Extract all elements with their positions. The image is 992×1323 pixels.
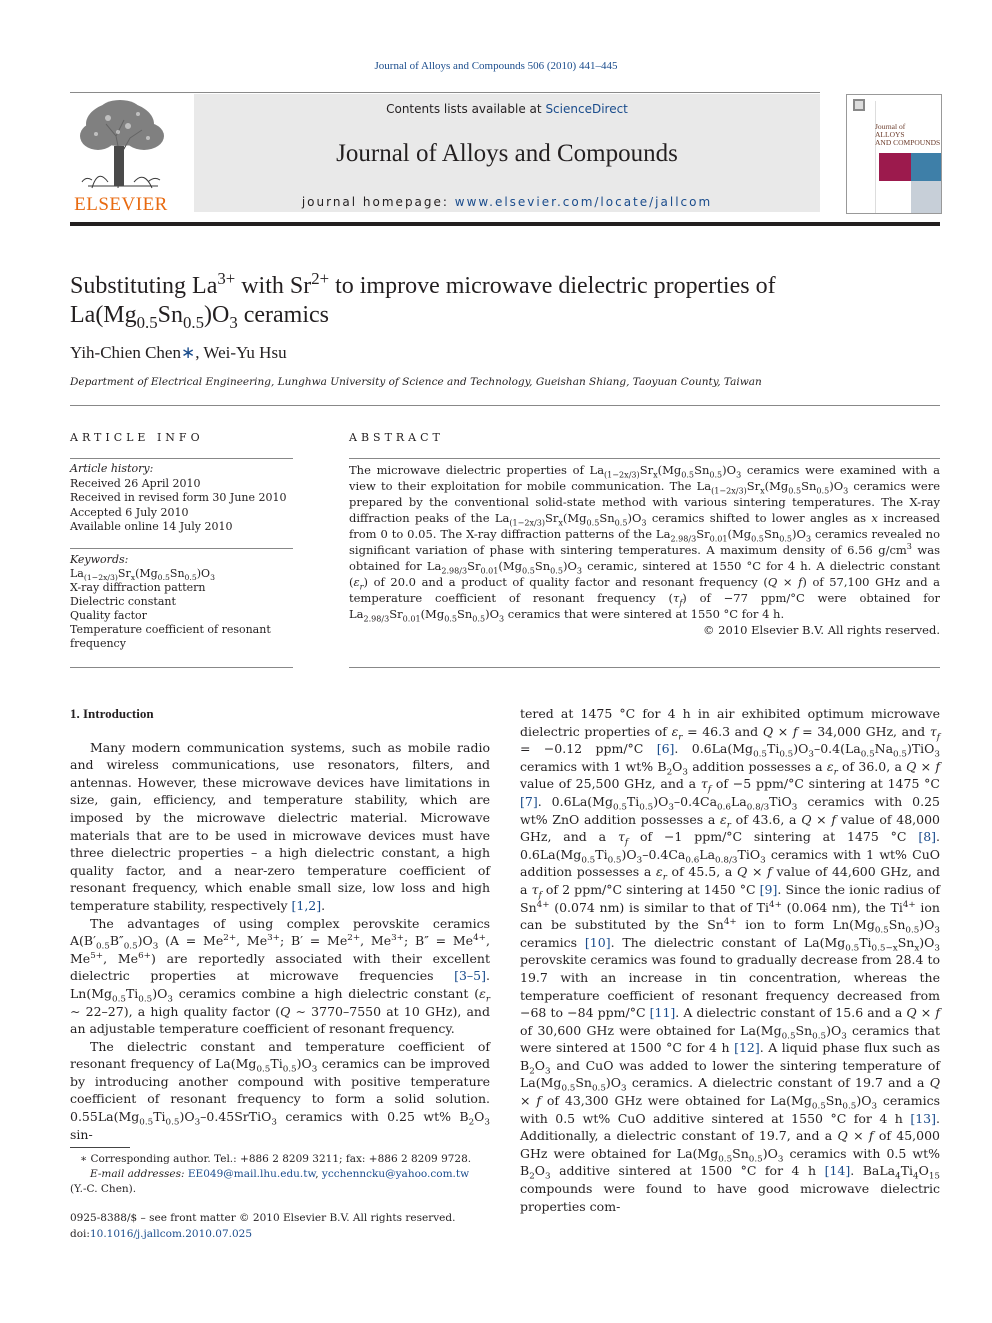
keywords-label: Keywords: xyxy=(70,553,129,566)
body-paragraph: The dielectric constant and temperature coefficient of resonant frequency of $La(Mg_{0.5}Ti_{0.5})O_3$ ceramics can be improved by introducing another compound with positive temperature coefficient of resonant frequency to form a solid solution. $0.55La(Mg_{0.5}Ti_{0.5})O_3-0.45SrTiO_3$ ceramics with 0.25 wt% $B_2O_3$ sin- xyxy=(70,1038,490,1142)
title-text: ceramics xyxy=(237,302,329,328)
footnote xyxy=(70,1152,490,1197)
title-superscript: 2+ xyxy=(311,269,330,288)
elsevier-wordmark: ELSEVIER xyxy=(74,194,168,215)
divider xyxy=(70,405,940,406)
history-item: Received in revised form 30 June 2010 xyxy=(70,491,287,504)
abstract-copyright: © 2010 Elsevier B.V. All rights reserved. xyxy=(703,623,940,637)
body-column-left xyxy=(70,705,490,1143)
cover-blue-block xyxy=(911,153,941,181)
homepage-prefix: journal homepage: xyxy=(301,195,455,209)
keyword-item: Quality factor xyxy=(70,609,147,622)
tree-icon xyxy=(68,96,174,192)
history-label: Article history: xyxy=(70,462,154,475)
cover-left-strip xyxy=(847,101,876,213)
keyword-item: Temperature coefficient of resonant frequency xyxy=(70,623,271,650)
divider xyxy=(70,667,293,668)
citation-link[interactable]: Journal of Alloys and Compounds 506 (2010) 441–445 xyxy=(374,60,618,72)
email-label: E-mail addresses: xyxy=(90,1168,188,1180)
divider xyxy=(70,458,293,459)
author-list xyxy=(70,343,287,363)
corresponding-author-note: ∗ Corresponding author. Tel.: +886 2 8209 3211; fax: +886 2 8209 9728. xyxy=(80,1153,472,1165)
keyword-item: Dielectric constant xyxy=(70,595,176,608)
abstract-body: The microwave dielectric properties of $La_{(1-2x/3)}Sr_x(Mg_{0.5}Sn_{0.5})O_3$ ceramics were examined with a view to their exploitation for mobile communication. The $La_{(1-2x/3)}Sr_x(Mg_{0.5}Sn_{0.5})O_3$ ceramics were prepared by the conventional solid-state method with various sintering temperatures. The X-ray diffraction peaks of the $La_{(1-2x/3)}Sr_x(Mg_{0.5}Sn_{0.5})O_3$ ceramics shifted to lower angles as x increased from 0 to 0.05. The X-ray diffraction patterns of the $La_{2.98/3}Sr_{0.01}(Mg_{0.5}Sn_{0.5})O_3$ ceramics revealed no significant variation of phase with sintering temperatures. A maximum density of 6.56 $g/cm^3$ was obtained for $La_{2.98/3}Sr_{0.01}(Mg_{0.5}Sn_{0.5})O_3$ ceramic, sintered at 1550 °C for 4 h. A dielectric constant $(\varepsilon_r)$ of 20.0 and a product of quality factor and resonant frequency (Q × f) of 57,100 GHz and a temperature coefficient of resonant frequency $(\tau_f)$ of −77 ppm/°C were obtained for $La_{2.98/3}Sr_{0.01}(Mg_{0.5}Sn_{0.5})O_3$ ceramics that were sintered at 1550 °C for 4 h. xyxy=(349,463,941,624)
author-name: Yih-Chien Chen xyxy=(70,343,181,362)
title-text: with Sr xyxy=(235,273,312,299)
cover-title: Journal of ALLOYS AND COMPOUNDS xyxy=(875,122,941,147)
title-text: )O xyxy=(203,302,230,328)
history-item: Available online 14 July 2010 xyxy=(70,520,233,533)
article-history xyxy=(70,462,293,535)
body-paragraph: Many modern communication systems, such as mobile radio and wireless communications, use resonators, filters, and antennas. However, these microwave devices have limitations in size, gain, efficiency, and temperature stability, which are imposed by the microwave dielectric material. Microwave materials that are to be used in microwave devices must have three dielectric properties – a high dielectric constant, a high quality factor, and a near-zero temperature coefficient of resonant frequency, which enable small size, low loss and high temperature stability, respectively [1,2]. xyxy=(70,739,490,913)
email-link[interactable]: ycchenncku@yahoo.com.tw xyxy=(321,1168,470,1180)
keywords-block xyxy=(70,553,293,651)
abstract-heading: ABSTRACT xyxy=(349,431,444,444)
cover-logo-icon xyxy=(853,99,865,111)
title-text: to improve microwave dielectric properties of xyxy=(329,273,776,299)
homepage-link[interactable]: www.elsevier.com/locate/jallcom xyxy=(454,195,713,209)
contents-available-line xyxy=(194,102,820,116)
keyword-item: $La_{(1-2x/3)}Sr_x(Mg_{0.5}Sn_{0.5})O_3$ xyxy=(70,567,215,583)
footnote-rule xyxy=(70,1147,130,1148)
body-paragraph: tered at 1475 °C for 4 h in air exhibited optimum microwave dielectric properties of $\varepsilon_r = 46.3$ and Q × f = 34,000 GHz, and $\tau_f = -0.12$ ppm/°C [6]. $0.6La(Mg_{0.5}Ti_{0.5})O_3-0.4(La_{0.5}Na_{0.5})TiO_3$ ceramics with 1 wt% $B_2O_3$ addition possesses a $\varepsilon_r$ of 36.0, a Q × f value of 25,500 GHz, and a $\tau_f$ of −5 ppm/°C sintering at 1475 °C [7]. $0.6La(Mg_{0.5}Ti_{0.5})O_3-0.4Ca_{0.6}La_{0.8/3}TiO_3$ ceramics with 0.25 wt% ZnO addition possesses a $\varepsilon_r$ of 43.6, a Q × f value of 48,000 GHz, and a $\tau_f$ of −1 ppm/°C sintering at 1475 °C [8]. $0.6La(Mg_{0.5}Ti_{0.5})O_3-0.4Ca_{0.6}La_{0.8/3}TiO_3$ ceramics with 1 wt% CuO addition possesses a $\varepsilon_r$ of 45.5, a Q × f value of 44,600 GHz, and a $\tau_f$ of 2 ppm/°C sintering at 1450 °C [9]. Since the ionic radius of $Sn^{4+}$ (0.074 nm) is similar to that of $Ti^{4+}$ (0.064 nm), the $Ti^{4+}$ ion can be substituted by the $Sn^{4+}$ ion to form $Ln(Mg_{0.5}Sn_{0.5})O_3$ ceramics [10]. The dielectric constant of $La(Mg_{0.5}Ti_{0.5-x}Sn_x)O_3$ perovskite ceramics was found to gradually decrease from 28.4 to 19.7 with an increase in tin concentration, whereas the temperature coefficient of resonant frequency decreased from −68 to −84 ppm/°C [11]. A dielectric constant of 15.6 and a Q × f of 30,600 GHz were obtained for $La(Mg_{0.5}Sn_{0.5})O_3$ ceramics that were sintered at 1500 °C for 4 h [12]. A liquid phase flux such as $B_2O_3$ and CuO was added to lower the sintering temperature of $La(Mg_{0.5}Sn_{0.5})O_3$ ceramics. A dielectric constant of 19.7 and a Q × f of 43,300 GHz were obtained for $La(Mg_{0.5}Sn_{0.5})O_3$ ceramics with 0.5 wt% CuO additive sintered at 1550 °C for 4 h [13]. Additionally, a dielectric constant of 19.7, and a Q × f of 45,000 GHz were obtained for $La(Mg_{0.5}Sn_{0.5})O_3$ ceramics with 0.5 wt% $B_2O_3$ additive sintered at 1500 °C for 4 h [14]. $BaLa_4Ti_4O_{15}$ compounds were found to have good microwave dielectric properties com- xyxy=(520,706,941,1214)
article-title xyxy=(70,269,930,332)
divider xyxy=(349,667,940,668)
title-text: La(Mg xyxy=(70,302,137,328)
cover-pink-block xyxy=(879,153,911,181)
email-link[interactable]: EE049@mail.lhu.edu.tw xyxy=(187,1168,316,1180)
corresponding-author-mark[interactable]: ∗ xyxy=(180,343,196,362)
history-item: Received 26 April 2010 xyxy=(70,476,201,490)
author-separator: , xyxy=(195,343,204,362)
author-name: Wei-Yu Hsu xyxy=(203,343,287,362)
body-paragraph: The advantages of using complex perovskite ceramics $A(B'_{0.5}B''_{0.5})O_3$ ($A = Me^{2+}$, $Me^{3+}$; $B' = Me^{2+}$, $Me^{3+}$; $B'' = Me^{4+}$, $Me^{5+}$, $Me^{6+}$) are reportedly associated with their excellent dielectric properties at microwave frequencies [3–5]. $Ln(Mg_{0.5}Ti_{0.5})O_3$ ceramics combine a high dielectric constant ($\varepsilon_r$ ∼ 22–27), a high quality factor (Q ∼ 3770–7550 at 10 GHz), and an adjustable temperature coefficient of resonant frequency. xyxy=(70,915,490,1037)
journal-citation[interactable] xyxy=(0,60,992,72)
doi-link[interactable]: 10.1016/j.jallcom.2010.07.025 xyxy=(89,1227,253,1240)
journal-homepage-line xyxy=(194,195,820,209)
title-text: Substituting La xyxy=(70,273,218,299)
title-subscript: 0.5 xyxy=(136,312,158,332)
title-superscript: 3+ xyxy=(217,269,236,288)
divider xyxy=(70,548,293,549)
divider xyxy=(349,458,940,459)
keyword-item: X-ray diffraction pattern xyxy=(70,581,206,594)
email-owner: (Y.-C. Chen). xyxy=(70,1183,137,1195)
issn-line: 0925-8388/$ – see front matter © 2010 Elsevier B.V. All rights reserved. xyxy=(70,1212,456,1224)
section-heading-introduction: 1. Introduction xyxy=(70,706,154,721)
header-top-rule xyxy=(70,92,820,93)
contents-prefix: Contents lists available at xyxy=(386,102,546,116)
front-matter xyxy=(70,1211,490,1242)
article-info-heading: ARTICLE INFO xyxy=(70,431,204,444)
header-bottom-rule xyxy=(70,222,940,226)
journal-title: Journal of Alloys and Compounds xyxy=(336,140,678,167)
history-item: Accepted 6 July 2010 xyxy=(70,505,189,519)
email-separator: , xyxy=(315,1168,322,1180)
doi-label: doi: xyxy=(70,1227,90,1240)
cover-grey-block xyxy=(911,181,941,213)
email-line xyxy=(70,1167,490,1182)
sciencedirect-link[interactable]: ScienceDirect xyxy=(545,102,628,116)
affiliation: Department of Electrical Engineering, Lunghwa University of Science and Technology, Gueishan Shiang, Taoyuan County, Taiwan xyxy=(70,376,762,388)
doi-line xyxy=(70,1227,490,1243)
title-subscript: 3 xyxy=(229,312,238,332)
title-text: Sn xyxy=(157,302,183,328)
body-column-right xyxy=(520,705,940,1215)
title-subscript: 0.5 xyxy=(183,312,204,332)
journal-cover-thumbnail[interactable] xyxy=(846,94,942,214)
